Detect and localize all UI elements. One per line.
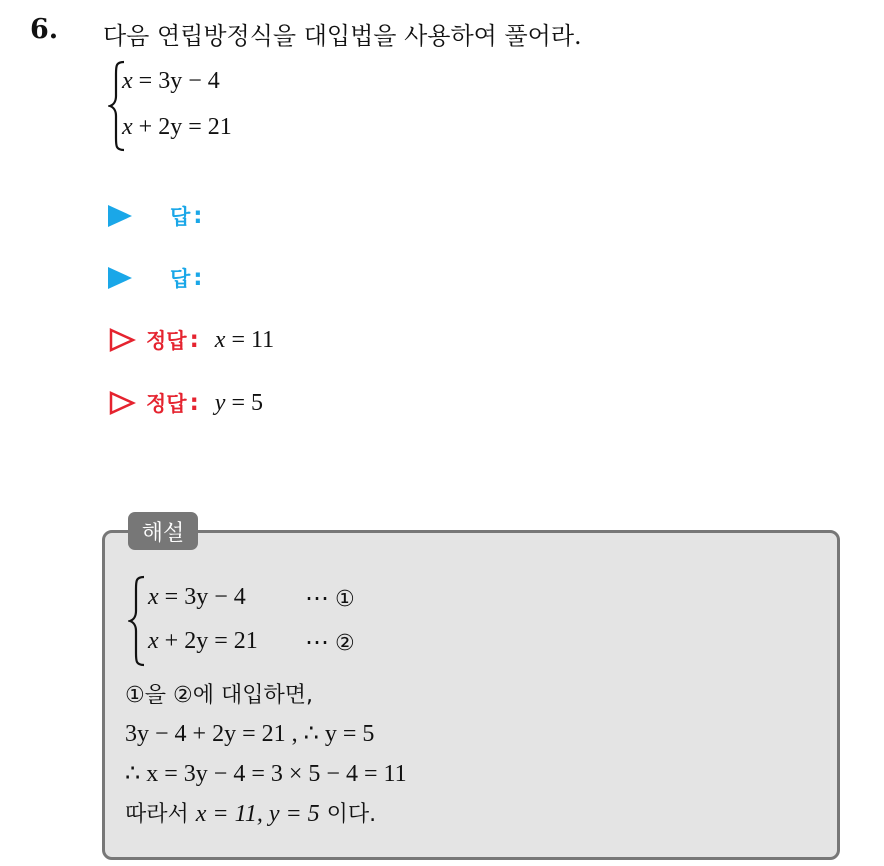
answer-blank-row-1 <box>108 196 203 236</box>
correct-answer-label: 정답 <box>146 329 187 353</box>
conclusion-suffix: 이다. <box>319 802 377 827</box>
correct-rest: = 5 <box>225 389 263 416</box>
explanation-eq1-marker <box>305 584 355 613</box>
eq1-variable: x <box>122 68 133 94</box>
outline-triangle-icon <box>108 327 136 353</box>
correct-colon: : <box>189 390 199 416</box>
exp-eq1-variable: x <box>148 584 159 610</box>
conclusion-prefix: 따라서 <box>125 802 196 827</box>
answer-blank-row-2 <box>108 258 203 298</box>
answer-blank-label: 답 <box>170 267 191 291</box>
answer-blank-label: 답 <box>170 205 191 229</box>
circled-two-marker: ② <box>335 631 355 656</box>
explanation-line-solve-y: 3y − 4 + 2y = 21 , ∴ y = 5 <box>125 721 375 747</box>
correct-var: y <box>214 389 226 416</box>
exp-eq1-rest: = 3y − 4 <box>158 584 246 610</box>
correct-answer-label: 정답 <box>146 392 187 416</box>
correct-var: x <box>214 326 226 353</box>
eq2-rest: + 2y = 21 <box>132 114 232 140</box>
conclusion-math: x = 11, y = 5 <box>195 801 320 827</box>
circled-two-ref: ② <box>172 683 193 708</box>
correct-answer-value <box>215 327 274 354</box>
substitute-text: 에 대입하면, <box>192 683 313 708</box>
exp-eq2-variable: x <box>148 628 159 654</box>
explanation-tag: 해설 <box>128 512 198 550</box>
filled-triangle-icon <box>108 205 132 227</box>
substitute-particle: 을 <box>144 683 173 708</box>
eq1-rest: = 3y − 4 <box>132 68 220 94</box>
exp-eq1-dots: ⋯ <box>305 586 329 612</box>
correct-answer-row-1 <box>108 320 274 360</box>
explanation-line-substitute <box>125 678 313 709</box>
question-number: 6. <box>30 14 59 45</box>
outline-triangle-icon <box>108 390 136 416</box>
correct-colon: : <box>189 327 199 353</box>
correct-answer-row-2 <box>108 383 263 423</box>
explanation-equation-2 <box>148 628 258 655</box>
correct-answer-value <box>215 390 263 417</box>
answer-colon: : <box>193 265 203 291</box>
question-prompt: 다음 연립방정식을 대입법을 사용하여 풀어라. <box>103 22 582 50</box>
correct-rest: = 11 <box>225 326 275 353</box>
circled-one-marker: ① <box>335 587 355 612</box>
explanation-line-conclusion <box>125 797 376 828</box>
system-equation-2 <box>122 114 232 141</box>
explanation-equation-1 <box>148 584 246 611</box>
exp-eq2-dots: ⋯ <box>305 630 329 656</box>
explanation-system-brace <box>128 575 146 667</box>
system-equation-1 <box>122 68 220 95</box>
circled-one-ref: ① <box>125 683 145 708</box>
filled-triangle-icon <box>108 267 132 289</box>
explanation-eq2-marker <box>305 628 355 657</box>
answer-colon: : <box>193 203 203 229</box>
explanation-line-solve-x: ∴ x = 3y − 4 = 3 × 5 − 4 = 11 <box>125 761 407 787</box>
eq2-variable: x <box>122 114 133 140</box>
exp-eq2-rest: + 2y = 21 <box>158 628 258 654</box>
